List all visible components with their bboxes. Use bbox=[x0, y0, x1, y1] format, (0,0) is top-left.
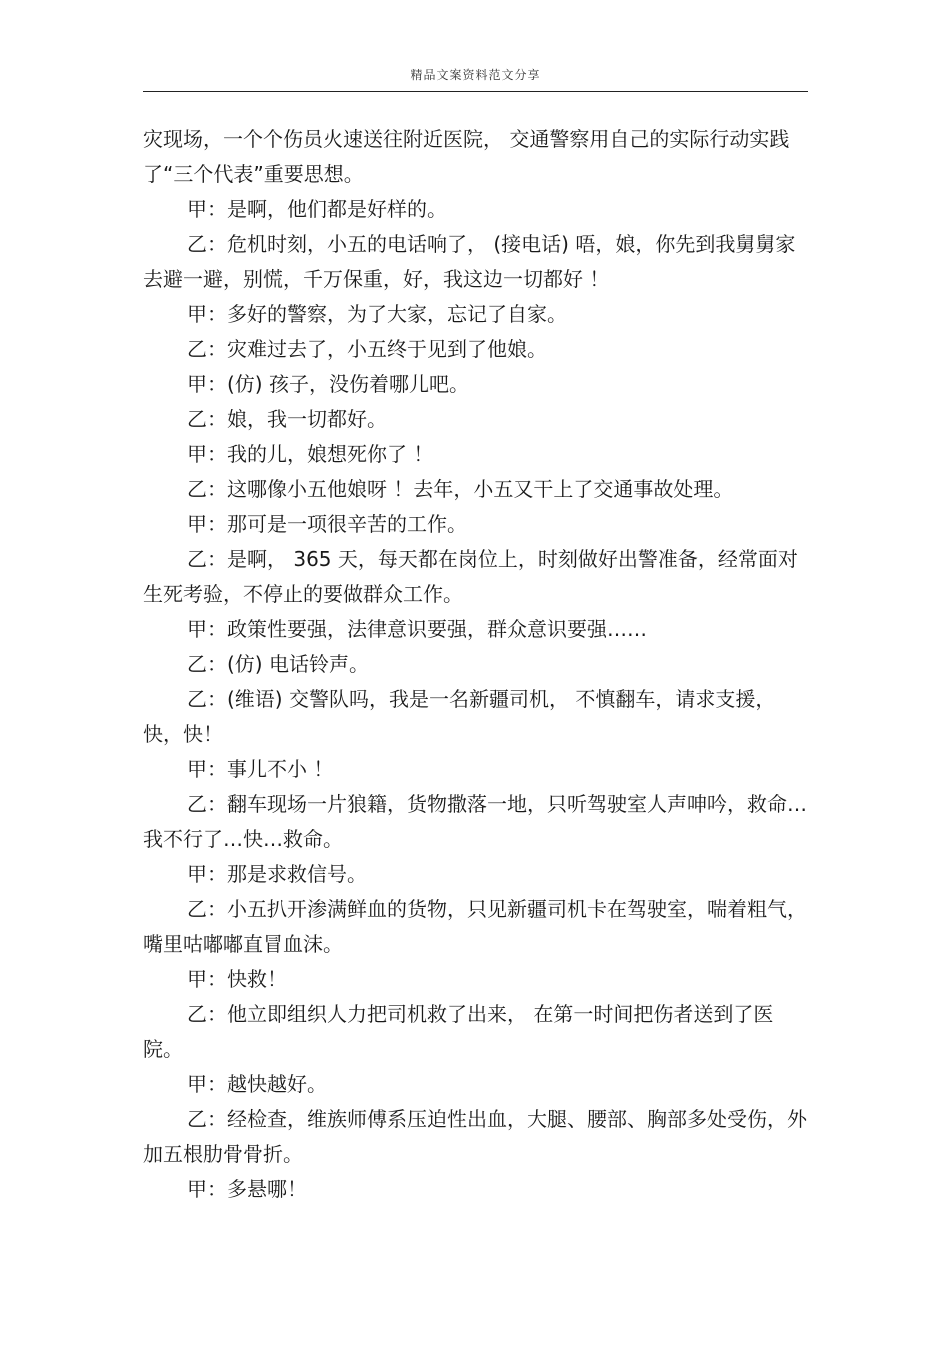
paragraph: 乙：这哪像小五他娘呀 ！去年，小五又干上了交通事故处理。 bbox=[187, 477, 734, 501]
paragraph: 乙：危机时刻，小五的电话响了， (接电话) 唔，娘，你先到我舅舅家去避一避，别慌，千万保重，好，我这边一切都好 ！ bbox=[143, 232, 796, 291]
paragraph: 乙：经检查，维族师傅系压迫性出血，大腿、腰部、胸部多处受伤，外加五根肋骨骨折。 bbox=[143, 1107, 807, 1166]
paragraph: 乙：(仿) 电话铃声。 bbox=[187, 652, 369, 676]
paragraph: 甲：事儿不小 ！ bbox=[187, 757, 334, 781]
paragraph: 甲：我的儿，娘想死你了 ！ bbox=[187, 442, 434, 466]
paragraph: 乙：(维语) 交警队吗，我是一名新疆司机， 不慎翻车，请求支援，快，快！ bbox=[143, 687, 776, 746]
page-header: 精品文案资料范文分享 bbox=[410, 68, 541, 82]
paragraph: 甲：(仿) 孩子，没伤着哪儿吧。 bbox=[187, 372, 469, 396]
paragraph: 甲：是啊，他们都是好样的。 bbox=[187, 197, 447, 221]
paragraph: 甲：多好的警察，为了大家，忘记了自家。 bbox=[187, 302, 567, 326]
paragraph: 甲：政策性要强，法律意识要强，群众意识要强…… bbox=[187, 617, 647, 641]
paragraph: 乙：翻车现场一片狼籍，货物撒落一地，只听驾驶室人声呻吟，救命…我不行了…快…救命。 bbox=[143, 792, 807, 851]
paragraph: 甲：多悬哪！ bbox=[187, 1177, 307, 1201]
paragraph: 乙：灾难过去了，小五终于见到了他娘。 bbox=[187, 337, 547, 361]
dialogue-body bbox=[143, 122, 808, 1207]
paragraph: 乙：是啊， 365 天，每天都在岗位上，时刻做好出警准备，经常面对生死考验，不停止的要做群众工作。 bbox=[143, 547, 798, 606]
paragraph: 甲：快救！ bbox=[187, 967, 287, 991]
paragraph: 乙：小五扒开渗满鲜血的货物，只见新疆司机卡在驾驶室，喘着粗气，嘴里咕嘟嘟直冒血沫。 bbox=[143, 897, 807, 956]
header-divider bbox=[143, 91, 808, 92]
paragraph: 乙：他立即组织人力把司机救了出来， 在第一时间把伤者送到了医院。 bbox=[143, 1002, 774, 1061]
paragraph: 甲：那可是一项很辛苦的工作。 bbox=[187, 512, 467, 536]
paragraph: 甲：那是求救信号。 bbox=[187, 862, 367, 886]
paragraph: 灾现场，一个个伤员火速送往附近医院， 交通警察用自己的实际行动实践了“三个代表”重要思想。 bbox=[143, 127, 790, 186]
paragraph: 乙：娘，我一切都好。 bbox=[187, 407, 387, 431]
paragraph: 甲：越快越好。 bbox=[187, 1072, 327, 1096]
